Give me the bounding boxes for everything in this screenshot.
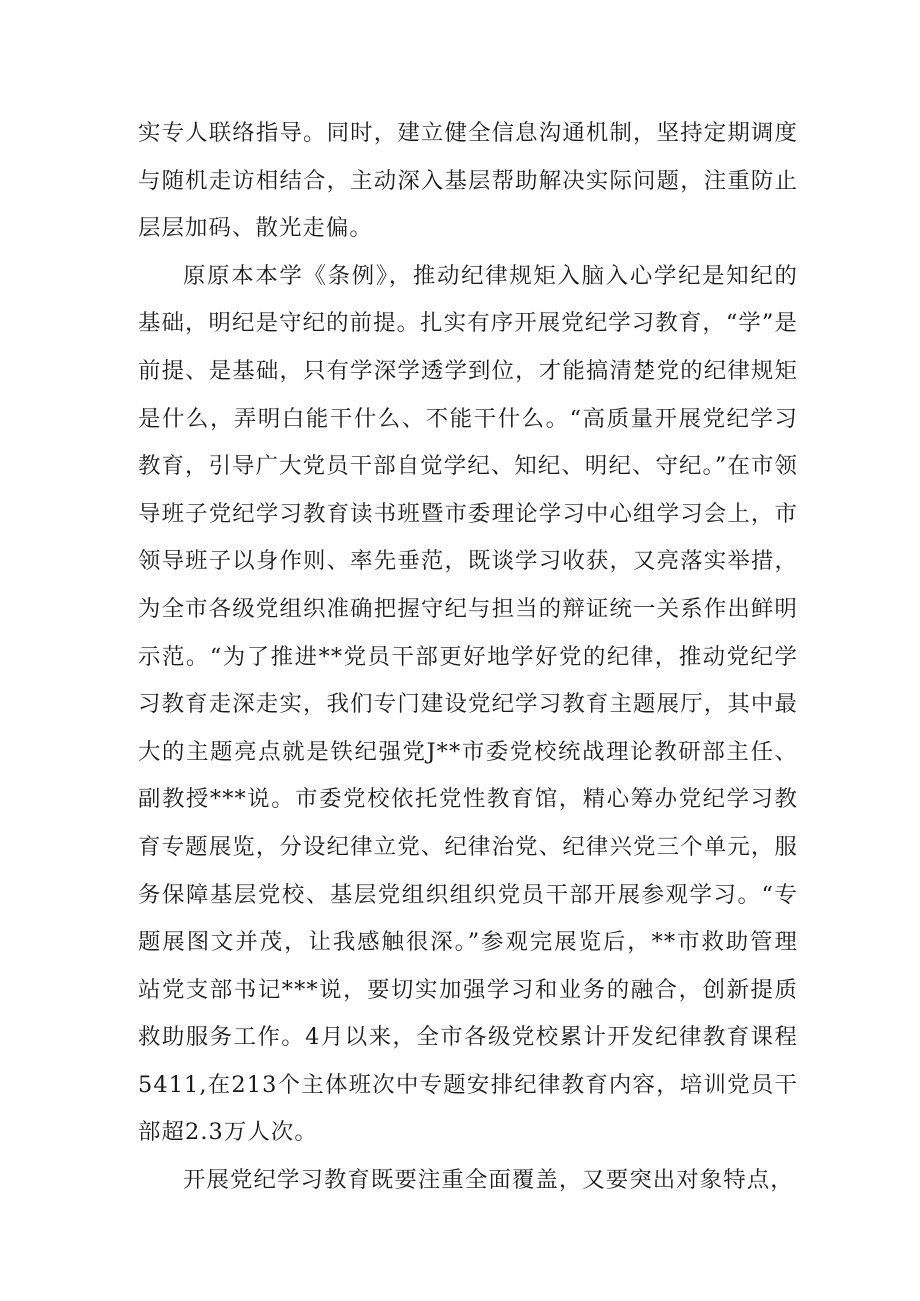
document-body — [138, 110, 798, 1205]
paragraph-continuation: 实专人联络指导。同时，建立健全信息沟通机制，坚持定期调度与随机走访相结合，主动深入基层帮助解决实际问题，注重防止层层加码、散光走偏。 — [138, 120, 798, 242]
paragraph-coverage: 开展党纪学习教育既要注重全面覆盖，又要突出对象特点， — [183, 1167, 794, 1194]
paragraph-study-regulations: 原原本本学《条例》，推动纪律规矩入脑入心学纪是知纪的基础，明纪是守纪的前提。扎实有序开展党纪学习教育，“学”是前提、是基础，只有学深学透学到位，才能搞清楚党的纪律规矩是什么，弄明白能干什么、不能干什么。“高质量开展党纪学习教育，引导广大党员干部自觉学纪、知纪、明纪、守纪。”在市领导班子党纪学习教育读书班暨市委理论学习中心组学习会上，市领导班子以身作则、率先垂范，既谈学习收获，又亮落实举措，为全市各级党组织准确把握守纪与担当的辩证统一关系作出鲜明示范。“为了推进**党员干部更好地学好党的纪律，推动党纪学习教育走深走实，我们专门建设党纪学习教育主题展厅，其中最大的主题亮点就是铁纪强党J**市委党校统战理论教研部主任、副教授***说。市委党校依托党性教育馆，精心筹办党纪学习教育专题展览，分设纪律立党、纪律治党、纪律兴党三个单元，服务保障基层党校、基层党组织组织党员干部开展参观学习。“专题展图文并茂，让我感触很深。”参观完展览后，**市救助管理站党支部书记***说，要切实加强学习和业务的融合，创新提质救助服务工作。4月以来，全市各级党校累计开发纪律教育课程5411,在213个主体班次中专题安排纪律教育内容，培训党员干部超2.3万人次。 — [138, 262, 798, 1146]
